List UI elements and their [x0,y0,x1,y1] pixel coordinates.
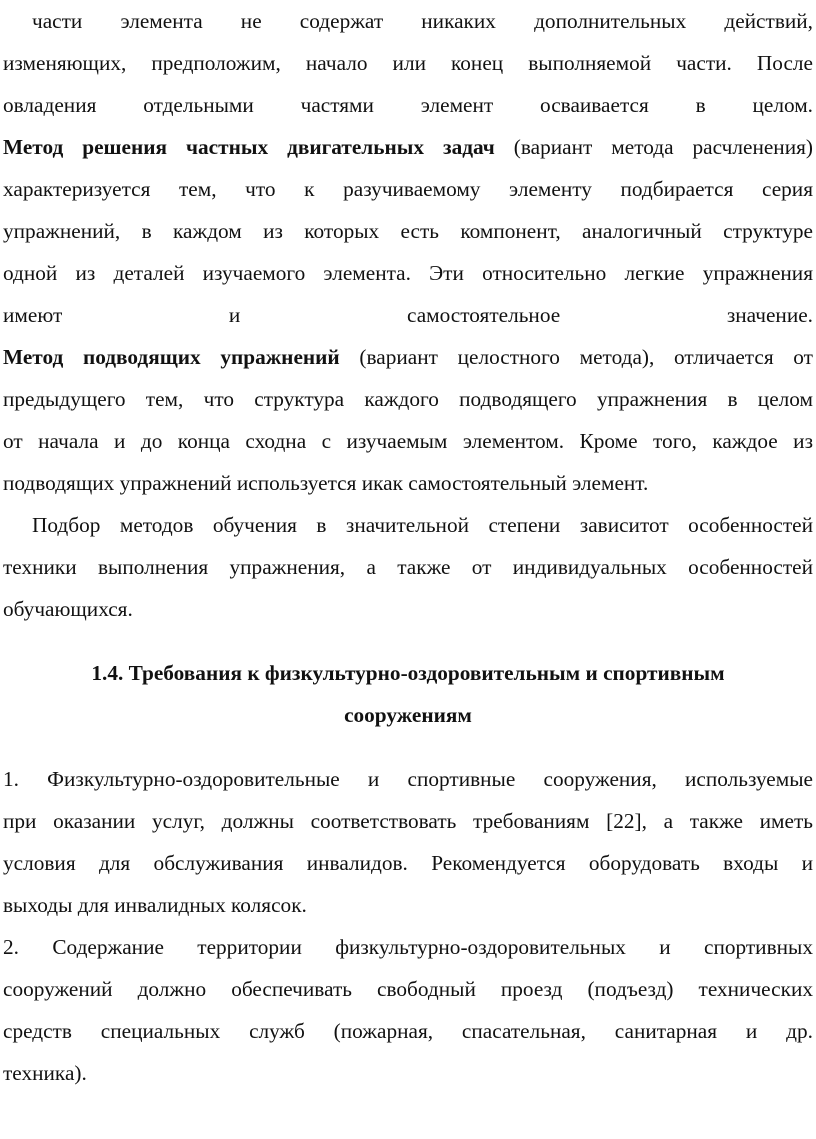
text-line: подводящих упражнений используется икак самостоятельный элемент. [3,471,649,495]
text-line: средств специальных служб (пожарная, спасательная, санитарная и др. [3,1019,813,1043]
text-line: имеют и самостоятельное значение. [3,303,813,327]
paragraph-intro [3,0,813,126]
text-line: овладения отдельными частями элемент осваивается в целом. [3,93,813,117]
section-heading [3,652,813,736]
text-line [3,336,813,378]
text-line: части элемента не содержат никаких дополнительных действий, [32,9,813,33]
text-line: от начала и до конца сходна с изучаемым элементом. Кроме того, каждое из [3,429,813,453]
text-line: одной из деталей изучаемого элемента. Эти относительно легкие упражнения [3,261,813,285]
term-method-tasks: Метод решения частных двигательных задач [3,135,495,159]
text-line: техника). [3,1061,87,1085]
paragraph-method-leadup [3,336,813,504]
text-line: 1. Физкультурно-оздоровительные и спортивные сооружения, используемые [3,767,813,791]
heading-line: 1.4. Требования к физкультурно-оздоровительным и спортивным [91,661,725,685]
text-fragment: (вариант целостного метода), отличается от [339,345,813,369]
text-line: 2. Содержание территории физкультурно-оздоровительных и спортивных [3,935,813,959]
text-line: техники выполнения упражнения, а также от индивидуальных особенностей [3,555,813,579]
spacer [3,630,813,652]
text-line: условия для обслуживания инвалидов. Рекомендуется оборудовать входы и [3,851,813,875]
list-item-1 [3,758,813,926]
text-line [3,126,813,168]
text-line: Подбор методов обучения в значительной степени зависитот особенностей [32,513,813,537]
spacer [3,736,813,758]
text-line: выходы для инвалидных колясок. [3,893,307,917]
text-line: сооружений должно обеспечивать свободный проезд (подъезд) технических [3,977,813,1001]
paragraph-method-tasks [3,126,813,336]
text-line: характеризуется тем, что к разучиваемому элементу подбирается серия [3,177,813,201]
text-fragment: (вариант метода расчленения) [494,135,813,159]
text-line: обучающихся. [3,597,133,621]
text-line: изменяющих, предположим, начало или конец выполняемой части. После [3,51,813,75]
text-line: при оказании услуг, должны соответствовать требованиям [22], а также иметь [3,809,813,833]
term-method-leadup: Метод подводящих упражнений [3,345,340,369]
heading-line: сооружениям [344,703,472,727]
text-line: упражнений, в каждом из которых есть компонент, аналогичный структуре [3,219,813,243]
list-item-2 [3,926,813,1094]
text-line: предыдущего тем, что структура каждого подводящего упражнения в целом [3,387,813,411]
paragraph-selection [3,504,813,630]
